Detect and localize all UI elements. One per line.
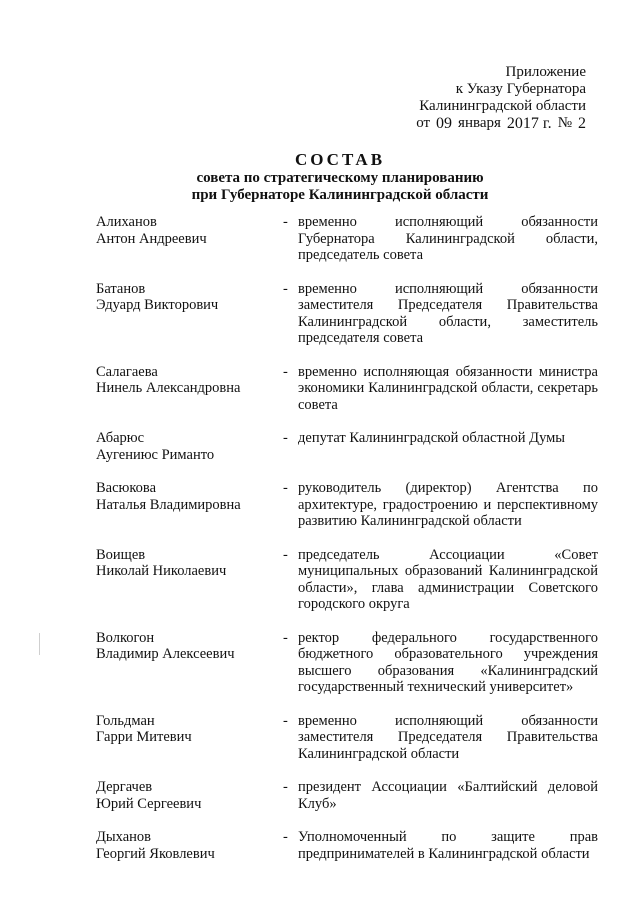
member-surname: Салагаева [96,363,158,380]
member-given-name: Владимир Алексеевич [96,646,235,662]
member-name [96,281,283,347]
member-role: Уполномоченный по защите прав предпринимателей в Калининградской области [298,829,598,862]
member-surname: Васюкова [96,480,157,496]
appendix-header [360,64,586,132]
title-subtitle-1: совета по стратегическому планированию [196,170,484,186]
member-given-name: Нинель Александровна [96,380,241,396]
number-sign: № [557,115,572,131]
title-main: СОСТАВ [294,150,386,169]
member-dash: - [283,712,288,729]
appendix-date-line [360,115,586,132]
member-given-name: Эдуард Викторович [96,297,219,313]
member-name [96,547,283,613]
member-dash: - [283,430,288,446]
member-row [96,281,598,347]
document-title [120,150,560,204]
member-name [96,829,283,862]
member-row [96,713,598,763]
appendix-region: Калининградской области [419,98,586,114]
member-role: временно исполняющий обязанности заместителя Председателя Правительства Калининградской области, заместитель председателя совета [298,280,598,346]
member-dash: - [283,280,288,297]
member-dash: - [283,480,288,496]
member-name [96,630,283,696]
appendix-decree-ref: к Указу Губернатора [455,81,586,97]
margin-mark [39,633,40,655]
member-surname: Абарюс [96,430,145,446]
member-surname: Алиханов [96,214,157,230]
member-surname: Воищев [96,546,146,563]
member-row [96,547,598,613]
member-dash: - [283,779,288,795]
member-role: временно исполняющий обязанности заместителя Председателя Правительства Калининградской области [298,712,598,762]
member-name [96,430,283,463]
member-row [96,630,598,696]
decree-number: 2 [578,115,586,132]
title-subtitle-2: при Губернаторе Калининградской области [191,187,489,203]
member-name [96,214,283,264]
member-dash: - [283,363,288,380]
member-dash: - [283,214,288,230]
member-row [96,364,598,414]
member-row [96,430,598,463]
member-given-name: Николай Николаевич [96,563,227,579]
member-role: депутат Калининградской областной Думы [298,430,566,446]
date-month: января [458,115,501,131]
member-given-name: Аугениюс Риманто [96,446,215,463]
date-day: 09 [436,115,453,132]
member-role: руководитель (директор) Агентства по архитектуре, градостроению и перспективному развитию Калининградской области [298,480,598,529]
member-dash: - [283,629,288,646]
member-given-name: Георгий Яковлевич [96,845,215,862]
member-given-name: Гарри Митевич [96,729,192,745]
member-name [96,364,283,414]
member-row [96,214,598,264]
member-dash: - [283,829,288,845]
member-role: временно исполняющий обязанности Губернатора Калининградской области, председатель совета [298,214,598,263]
member-role: президент Ассоциации «Балтийский деловой Клуб» [298,779,598,812]
member-name [96,779,283,812]
member-name [96,713,283,763]
member-dash: - [283,546,288,563]
member-row [96,779,598,812]
member-surname: Волкогон [96,629,155,646]
member-given-name: Наталья Владимировна [96,496,241,513]
member-name [96,480,283,530]
appendix-title: Приложение [505,64,586,80]
member-given-name: Антон Андреевич [96,230,207,247]
member-role: временно исполняющая обязанности министра экономики Калининградской области, секретарь совета [298,363,598,413]
member-surname: Дергачев [96,779,153,795]
member-given-name: Юрий Сергеевич [96,795,202,812]
member-role: председатель Ассоциации «Совет муниципальных образований Калининградской области», глава администрации Советского городского округа [298,546,598,612]
member-surname: Батанов [96,280,146,297]
member-row [96,829,598,862]
member-surname: Гольдман [96,712,155,729]
date-year: 2017 г. [506,115,552,132]
date-prefix: от [416,115,431,131]
member-row [96,480,598,530]
member-surname: Дыханов [96,829,151,845]
member-role: ректор федерального государственного бюджетного образовательного учреждения высшего образования «Калининградский государственный технический университет» [298,629,598,695]
members-list [96,214,598,879]
